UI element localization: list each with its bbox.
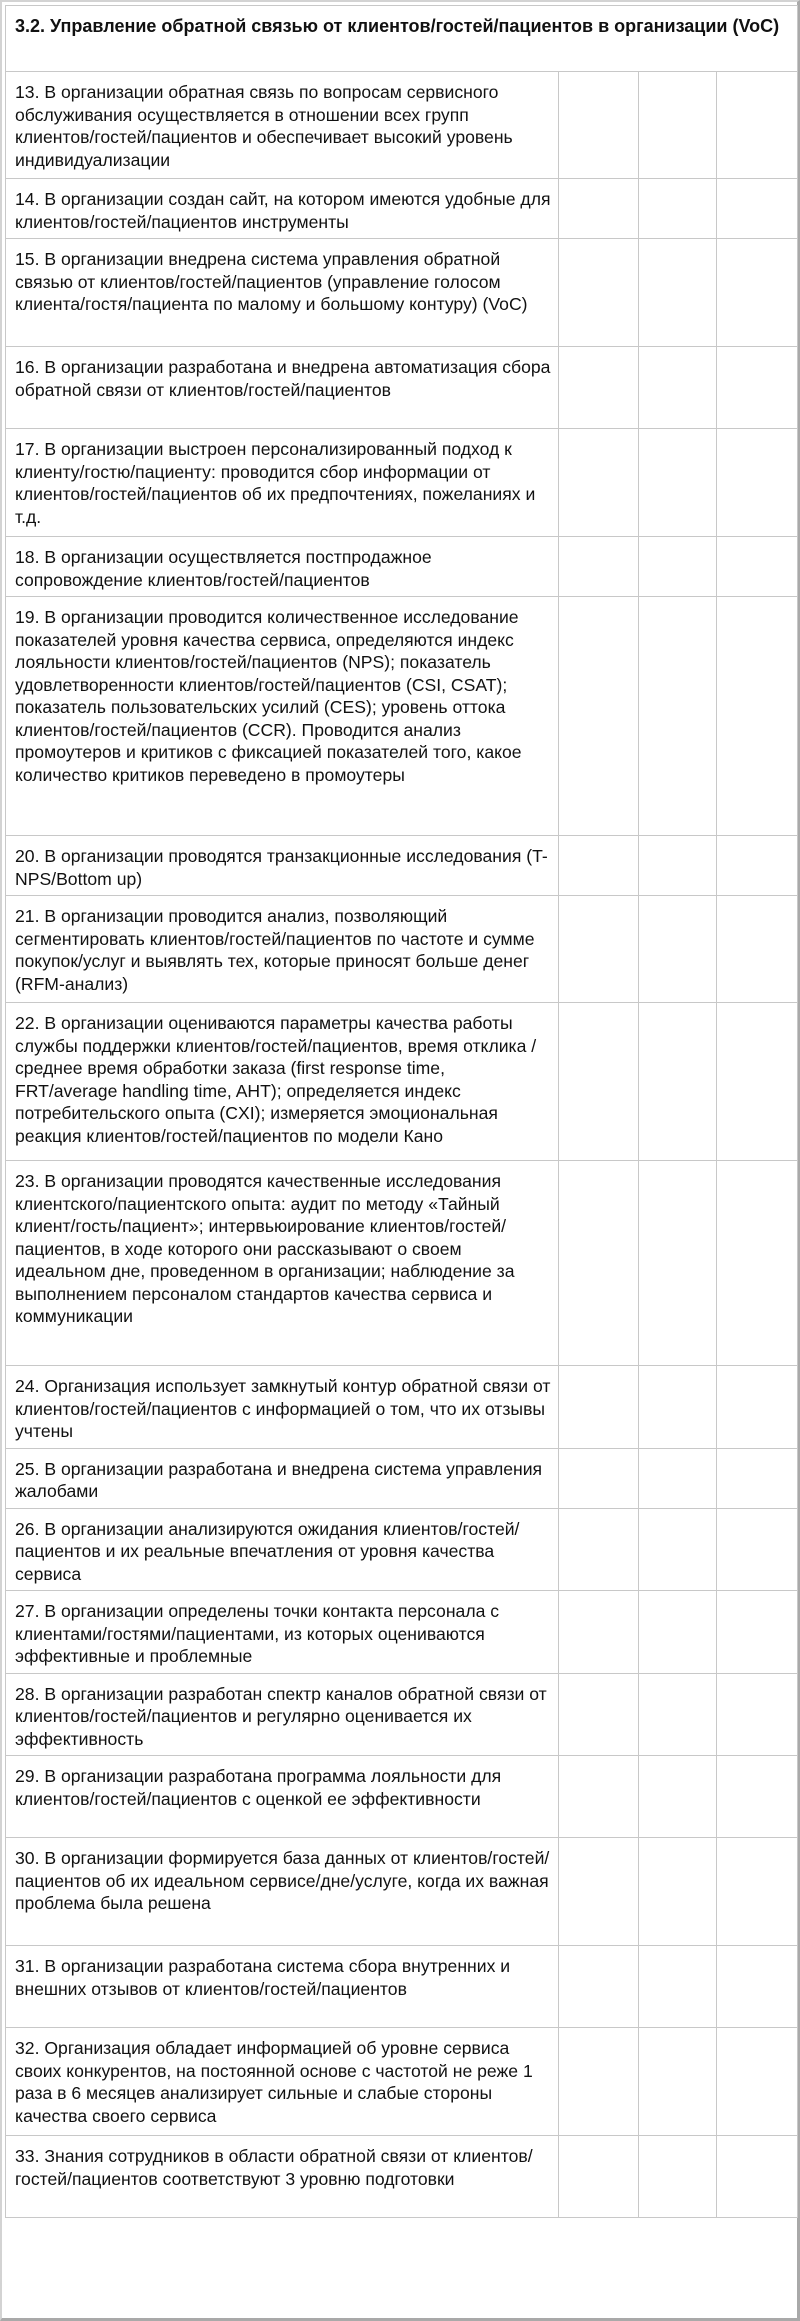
criterion-text: 15. В организации внедрена система управления обратной связью от клиентов/гостей/пациентов (управление голосом клиента/гостя/пациента по малому и большому контуру) (VoC): [6, 239, 559, 347]
score-cell-3[interactable]: [717, 1756, 798, 1838]
score-cell-1[interactable]: [559, 2136, 639, 2218]
score-cell-2[interactable]: [639, 1673, 717, 1756]
criterion-row: [6, 1003, 798, 1161]
score-cell-1[interactable]: [559, 836, 639, 896]
criterion-row: [6, 1673, 798, 1756]
criterion-row: [6, 597, 798, 836]
score-cell-3[interactable]: [717, 597, 798, 836]
score-cell-3[interactable]: [717, 2136, 798, 2218]
score-cell-1[interactable]: [559, 347, 639, 429]
score-cell-2[interactable]: [639, 179, 717, 239]
score-cell-2[interactable]: [639, 597, 717, 836]
criterion-row: [6, 537, 798, 597]
score-cell-2[interactable]: [639, 1448, 717, 1508]
score-cell-1[interactable]: [559, 1673, 639, 1756]
score-cell-1[interactable]: [559, 597, 639, 836]
criterion-row: [6, 179, 798, 239]
score-cell-3[interactable]: [717, 179, 798, 239]
criterion-text: 16. В организации разработана и внедрена автоматизация сбора обратной связи от клиентов/гостей/пациентов: [6, 347, 559, 429]
score-cell-1[interactable]: [559, 179, 639, 239]
criterion-row: [6, 2136, 798, 2218]
criterion-text: 18. В организации осуществляется постпродажное сопровождение клиентов/гостей/пациентов: [6, 537, 559, 597]
criterion-text: 24. Организация использует замкнутый контур обратной связи от клиентов/гостей/пациентов с информацией о том, что их отзывы учтены: [6, 1366, 559, 1449]
score-cell-1[interactable]: [559, 429, 639, 537]
score-cell-2[interactable]: [639, 1591, 717, 1674]
score-cell-3[interactable]: [717, 1366, 798, 1449]
score-cell-3[interactable]: [717, 1508, 798, 1591]
criterion-text: 25. В организации разработана и внедрена система управления жалобами: [6, 1448, 559, 1508]
criterion-row: [6, 1366, 798, 1449]
score-cell-2[interactable]: [639, 347, 717, 429]
score-cell-3[interactable]: [717, 836, 798, 896]
score-cell-1[interactable]: [559, 1508, 639, 1591]
score-cell-2[interactable]: [639, 2028, 717, 2136]
score-cell-3[interactable]: [717, 429, 798, 537]
score-cell-2[interactable]: [639, 1003, 717, 1161]
score-cell-1[interactable]: [559, 72, 639, 179]
criterion-row: [6, 1448, 798, 1508]
criterion-text: 22. В организации оцениваются параметры качества работы службы поддержки клиентов/гостей/пациентов, время отклика /среднее время обработки заказа (first response time, FRT/average handling time, AHT); определяется индекс потребительского опыта (CXI); измеряется эмоциональная реакция клиентов/гостей/пациентов по модели Кано: [6, 1003, 559, 1161]
score-cell-2[interactable]: [639, 2136, 717, 2218]
score-cell-3[interactable]: [717, 1673, 798, 1756]
score-cell-2[interactable]: [639, 1946, 717, 2028]
criterion-row: [6, 1838, 798, 1946]
criterion-text: 23. В организации проводятся качественные исследования клиентского/пациентского опыта: аудит по методу «Тайный клиент/гость/пациент»; интервьюирование клиентов/гостей/пациентов, в ходе которого они рассказывают о своем идеальном дне, проведенном в организации; наблюдение за выполнением персоналом стандартов качества сервиса и коммуникации: [6, 1161, 559, 1366]
criterion-row: [6, 72, 798, 179]
score-cell-2[interactable]: [639, 537, 717, 597]
score-cell-1[interactable]: [559, 896, 639, 1003]
score-cell-1[interactable]: [559, 1161, 639, 1366]
criterion-text: 33. Знания сотрудников в области обратной связи от клиентов/гостей/пациентов соответствуют 3 уровню подготовки: [6, 2136, 559, 2218]
criterion-text: 28. В организации разработан спектр каналов обратной связи от клиентов/гостей/пациентов и регулярно оценивается их эффективность: [6, 1673, 559, 1756]
score-cell-1[interactable]: [559, 1003, 639, 1161]
score-cell-3[interactable]: [717, 896, 798, 1003]
score-cell-3[interactable]: [717, 1448, 798, 1508]
score-cell-2[interactable]: [639, 429, 717, 537]
criterion-row: [6, 1756, 798, 1838]
score-cell-1[interactable]: [559, 2028, 639, 2136]
score-cell-2[interactable]: [639, 1161, 717, 1366]
criterion-text: 21. В организации проводится анализ, позволяющий сегментировать клиентов/гостей/пациентов по частоте и сумме покупок/услуг и выявлять тех, которые приносят больше денег (RFM-анализ): [6, 896, 559, 1003]
score-cell-3[interactable]: [717, 2028, 798, 2136]
criterion-row: [6, 239, 798, 347]
score-cell-2[interactable]: [639, 1838, 717, 1946]
score-cell-3[interactable]: [717, 537, 798, 597]
criterion-row: [6, 429, 798, 537]
score-cell-1[interactable]: [559, 1366, 639, 1449]
criterion-text: 14. В организации создан сайт, на котором имеются удобные для клиентов/гостей/пациентов инструменты: [6, 179, 559, 239]
section-header-row: [6, 6, 798, 72]
score-cell-3[interactable]: [717, 72, 798, 179]
criterion-text: 32. Организация обладает информацией об уровне сервиса своих конкурентов, на постоянной основе с частотой не реже 1 раза в 6 месяцев анализирует сильные и слабые стороны качества своего сервиса: [6, 2028, 559, 2136]
score-cell-3[interactable]: [717, 1161, 798, 1366]
criterion-text: 13. В организации обратная связь по вопросам сервисного обслуживания осуществляется в отношении всех групп клиентов/гостей/пациентов и обеспечивает высокий уровень индивидуализации: [6, 72, 559, 179]
criterion-row: [6, 347, 798, 429]
score-cell-3[interactable]: [717, 1591, 798, 1674]
criterion-row: [6, 836, 798, 896]
score-cell-1[interactable]: [559, 537, 639, 597]
score-cell-1[interactable]: [559, 1756, 639, 1838]
criterion-row: [6, 1591, 798, 1674]
criterion-text: 27. В организации определены точки контакта персонала с клиентами/гостями/пациентами, из которых оцениваются эффективные и проблемные: [6, 1591, 559, 1674]
assessment-table: [5, 5, 798, 2218]
criterion-row: [6, 896, 798, 1003]
score-cell-3[interactable]: [717, 1838, 798, 1946]
score-cell-2[interactable]: [639, 239, 717, 347]
score-cell-1[interactable]: [559, 239, 639, 347]
criterion-row: [6, 2028, 798, 2136]
criterion-text: 26. В организации анализируются ожидания клиентов/гостей/пациентов и их реальные впечатления от уровня качества сервиса: [6, 1508, 559, 1591]
score-cell-2[interactable]: [639, 836, 717, 896]
criterion-text: 17. В организации выстроен персонализированный подход к клиенту/гостю/пациенту: проводится сбор информации от клиентов/гостей/пациентов об их предпочтениях, пожеланиях и т.д.: [6, 429, 559, 537]
criterion-text: 30. В организации формируется база данных от клиентов/гостей/пациентов об их идеальном сервисе/дне/услуге, когда их важная проблема была решена: [6, 1838, 559, 1946]
score-cell-1[interactable]: [559, 1591, 639, 1674]
criterion-row: [6, 1508, 798, 1591]
score-cell-2[interactable]: [639, 896, 717, 1003]
criterion-text: 20. В организации проводятся транзакционные исследования (T-NPS/Bottom up): [6, 836, 559, 896]
score-cell-1[interactable]: [559, 1448, 639, 1508]
score-cell-3[interactable]: [717, 1003, 798, 1161]
score-cell-1[interactable]: [559, 1838, 639, 1946]
assessment-table-body: [6, 6, 798, 2218]
criterion-row: [6, 1946, 798, 2028]
criterion-row: [6, 1161, 798, 1366]
score-cell-2[interactable]: [639, 1756, 717, 1838]
score-cell-2[interactable]: [639, 1508, 717, 1591]
criterion-text: 19. В организации проводится количественное исследование показателей уровня качества сервиса, определяются индекс лояльности клиентов/гостей/пациентов (NPS); показатель удовлетворенности клиентов/гостей/пациентов (CSI, CSAT); показатель пользовательских усилий (CES); уровень оттока клиентов/гостей/пациентов (CCR). Проводится анализ промоутеров и критиков с фиксацией показателей того, какое количество критиков переведено в промоутеры: [6, 597, 559, 836]
criterion-text: 31. В организации разработана система сбора внутренних и внешних отзывов от клиентов/гостей/пациентов: [6, 1946, 559, 2028]
score-cell-3[interactable]: [717, 347, 798, 429]
section-title: 3.2. Управление обратной связью от клиентов/гостей/пациентов в организации (VoC): [6, 6, 798, 72]
criterion-text: 29. В организации разработана программа лояльности для клиентов/гостей/пациентов с оценкой ее эффективности: [6, 1756, 559, 1838]
score-cell-1[interactable]: [559, 1946, 639, 2028]
score-cell-3[interactable]: [717, 239, 798, 347]
score-cell-3[interactable]: [717, 1946, 798, 2028]
score-cell-2[interactable]: [639, 72, 717, 179]
score-cell-2[interactable]: [639, 1366, 717, 1449]
